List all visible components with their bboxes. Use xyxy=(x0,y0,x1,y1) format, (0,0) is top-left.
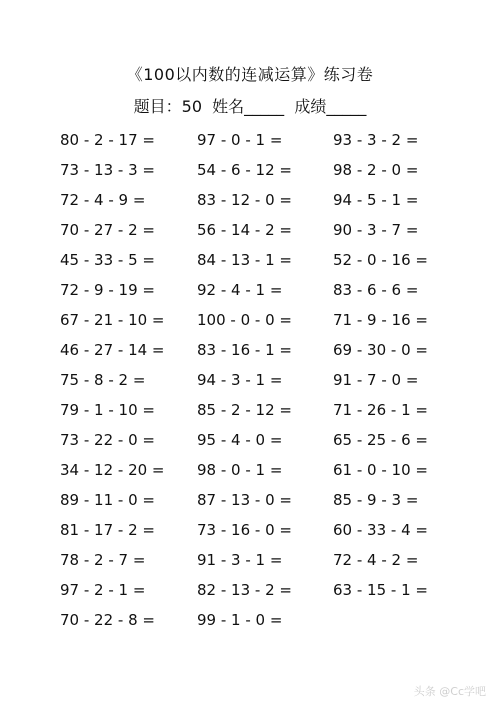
problem-item: 71 - 9 - 16 = xyxy=(333,311,428,329)
problem-item: 73 - 22 - 0 = xyxy=(60,431,155,449)
problem-item: 46 - 27 - 14 = xyxy=(60,341,165,359)
problem-item: 94 - 3 - 1 = xyxy=(197,371,283,389)
problem-item: 97 - 0 - 1 = xyxy=(197,131,283,149)
problem-row xyxy=(60,519,490,549)
problem-item: 83 - 6 - 6 = xyxy=(333,281,419,299)
problem-item: 34 - 12 - 20 = xyxy=(60,461,165,479)
problem-item: 98 - 0 - 1 = xyxy=(197,461,283,479)
problem-item: 97 - 2 - 1 = xyxy=(60,581,146,599)
problem-grid xyxy=(60,129,490,639)
problem-item: 61 - 0 - 10 = xyxy=(333,461,428,479)
problem-item: 67 - 21 - 10 = xyxy=(60,311,165,329)
problem-row xyxy=(60,459,490,489)
problem-item: 99 - 1 - 0 = xyxy=(197,611,283,629)
problem-item: 85 - 9 - 3 = xyxy=(333,491,419,509)
problem-item: 70 - 27 - 2 = xyxy=(60,221,155,239)
problem-item: 92 - 4 - 1 = xyxy=(197,281,283,299)
problem-item: 91 - 7 - 0 = xyxy=(333,371,419,389)
problem-item: 80 - 2 - 17 = xyxy=(60,131,155,149)
problem-item: 73 - 13 - 3 = xyxy=(60,161,155,179)
problem-item: 87 - 13 - 0 = xyxy=(197,491,292,509)
problem-item: 90 - 3 - 7 = xyxy=(333,221,419,239)
problem-item: 94 - 5 - 1 = xyxy=(333,191,419,209)
problem-item: 79 - 1 - 10 = xyxy=(60,401,155,419)
problem-row xyxy=(60,369,490,399)
problem-item: 82 - 13 - 2 = xyxy=(197,581,292,599)
problem-item: 89 - 11 - 0 = xyxy=(60,491,155,509)
problem-row xyxy=(60,129,490,159)
problem-row xyxy=(60,609,490,639)
problem-row xyxy=(60,189,490,219)
problem-item: 84 - 13 - 1 = xyxy=(197,251,292,269)
problem-item: 56 - 14 - 2 = xyxy=(197,221,292,239)
problem-item: 72 - 9 - 19 = xyxy=(60,281,155,299)
problem-row xyxy=(60,489,490,519)
problem-item: 78 - 2 - 7 = xyxy=(60,551,146,569)
problem-item: 54 - 6 - 12 = xyxy=(197,161,292,179)
problem-row xyxy=(60,159,490,189)
problem-item: 72 - 4 - 2 = xyxy=(333,551,419,569)
problem-row xyxy=(60,309,490,339)
problem-item: 73 - 16 - 0 = xyxy=(197,521,292,539)
problem-item: 72 - 4 - 9 = xyxy=(60,191,146,209)
problem-item: 75 - 8 - 2 = xyxy=(60,371,146,389)
problem-item: 100 - 0 - 0 = xyxy=(197,311,292,329)
problem-item: 93 - 3 - 2 = xyxy=(333,131,419,149)
problem-row xyxy=(60,549,490,579)
worksheet-subtitle: 题目：50 姓名_____ 成绩_____ xyxy=(133,97,367,116)
problem-item: 63 - 15 - 1 = xyxy=(333,581,428,599)
problem-row xyxy=(60,279,490,309)
problem-item: 45 - 33 - 5 = xyxy=(60,251,155,269)
problem-item: 52 - 0 - 16 = xyxy=(333,251,428,269)
problem-item: 60 - 33 - 4 = xyxy=(333,521,428,539)
problem-item: 95 - 4 - 0 = xyxy=(197,431,283,449)
problem-item: 70 - 22 - 8 = xyxy=(60,611,155,629)
problem-item: 81 - 17 - 2 = xyxy=(60,521,155,539)
problem-item: 85 - 2 - 12 = xyxy=(197,401,292,419)
problem-row xyxy=(60,249,490,279)
watermark: 头条 @Cc学吧 xyxy=(413,685,486,698)
problem-item: 69 - 30 - 0 = xyxy=(333,341,428,359)
problem-row xyxy=(60,579,490,609)
problem-item: 98 - 2 - 0 = xyxy=(333,161,419,179)
problem-item: 91 - 3 - 1 = xyxy=(197,551,283,569)
problem-row xyxy=(60,339,490,369)
problem-item: 71 - 26 - 1 = xyxy=(333,401,428,419)
problem-item: 83 - 16 - 1 = xyxy=(197,341,292,359)
worksheet-title: 《100以内数的连减运算》练习卷 xyxy=(126,65,374,84)
problem-row xyxy=(60,429,490,459)
problem-row xyxy=(60,219,490,249)
problem-item: 83 - 12 - 0 = xyxy=(197,191,292,209)
problem-item: 65 - 25 - 6 = xyxy=(333,431,428,449)
problem-row xyxy=(60,399,490,429)
